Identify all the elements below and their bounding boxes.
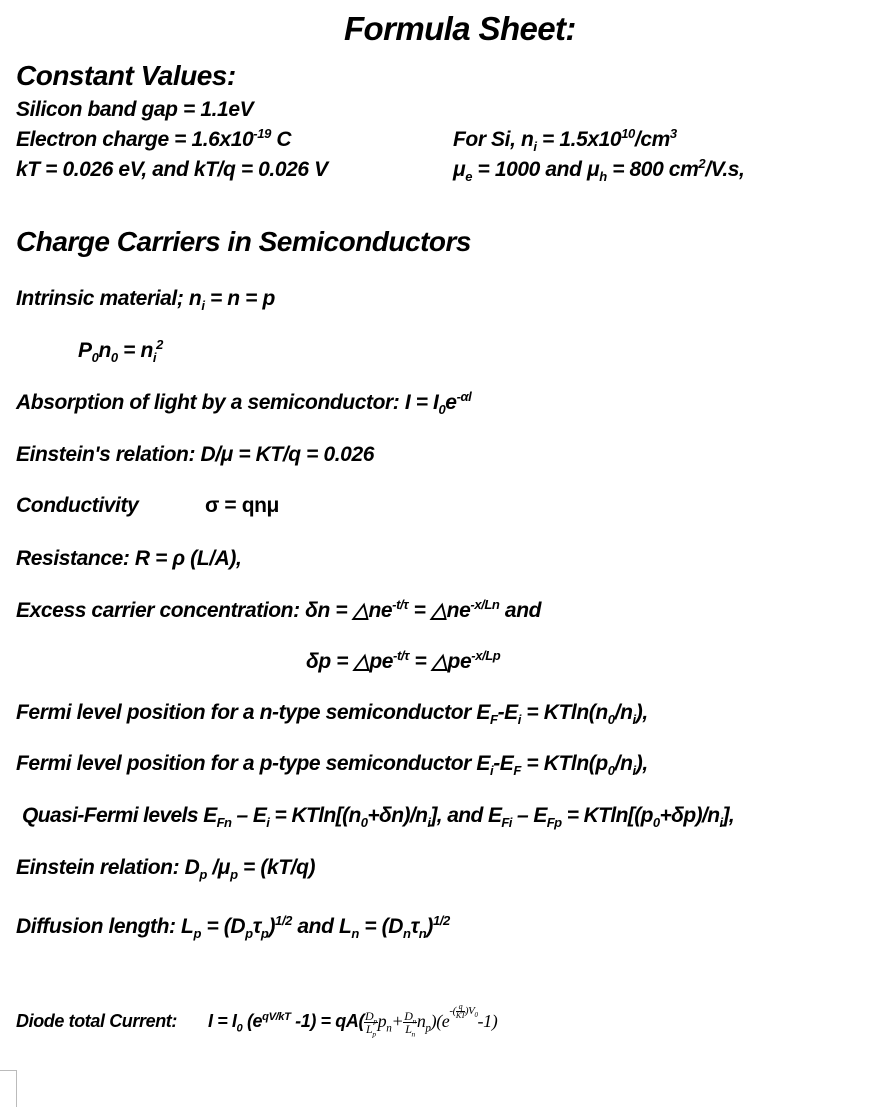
einstein-relation-line: Einstein relation: $D_p$ $/\mu_p = (kT/q)$ bbox=[16, 856, 316, 883]
fermi-n-line: Fermi level position for a n-type semiconductor $E_F-E_i = KTln(n_0/n_i)$, bbox=[16, 701, 648, 728]
diode-label: Diode total Current: bbox=[16, 1011, 177, 1031]
fermi-p-line: Fermi level position for a p-type semiconductor $E_i-E_F = KTln(p_0/n_i)$, bbox=[16, 752, 648, 779]
mass-action-line: $P_0n_0 = n_i^2$ bbox=[78, 337, 163, 366]
einstein-line: Einstein's relation: D/μ = KT/q = 0.026 bbox=[16, 443, 375, 466]
excess-hole-line: $\delta p = \triangle pe^{-t/\tau}$ = $\triangle pe^{-x/Lp}$ bbox=[306, 648, 501, 673]
kt-line: kT = 0.026 eV, and kT/q = 0.026 V bbox=[16, 158, 328, 181]
excess-carrier-line: Excess carrier concentration: $\delta n = \triangle ne^{-t/\tau}$ = $\triangle ne^{-x/Ln}$ and bbox=[16, 597, 542, 622]
page-title: Formula Sheet: bbox=[344, 10, 576, 47]
mobility-line: $\mu_e = 1000$ and $\mu_h = 800$ $cm^2/V.s$, bbox=[453, 156, 745, 185]
quasi-fermi-line: Quasi-Fermi levels $E_{Fn} - E_i = KTln[(n_0+\delta n)/n_i]$, and $E_{Fi} - E_{Fp} = KTln[(p_0+\delta p)/n_i]$, bbox=[22, 804, 735, 831]
diode-fraction-dp-lp: $\frac{D_p}{L_p}$ bbox=[365, 1008, 377, 1039]
diode-fraction-dn-ln: $\frac{D_n}{L_n}$ bbox=[404, 1008, 416, 1039]
conductivity-equation: σ = qnμ bbox=[205, 494, 280, 517]
absorption-line: Absorption of light by a semiconductor: $I = I_0e^{-\alpha l}$ bbox=[16, 389, 472, 418]
carriers-heading: Charge Carriers in Semiconductors bbox=[16, 226, 471, 257]
diode-equation: $I = I_0$ ($e^{qV/kT}$ -1) = qA( $\frac{D_p}{L_p}$ $p_n+$ $\frac{D_n}{L_n}$ $n_p)(e^{-( \frac{q}{KT} )V_0}-1)$ bbox=[208, 1001, 498, 1039]
conductivity-label: Conductivity bbox=[16, 494, 139, 517]
intrinsic-line: Intrinsic material; $n_i = n = p$ bbox=[16, 287, 275, 314]
electron-charge-line: Electron charge = $1.6x10^{-19}$ C bbox=[16, 126, 292, 151]
band-gap-line: Silicon band gap = 1.1eV bbox=[16, 98, 254, 121]
constants-heading: Constant Values: bbox=[16, 60, 236, 91]
ni-line: For Si, $n_i = 1.5x10^{10}/cm^3$ bbox=[453, 126, 677, 155]
diffusion-length-line: Diffusion length: $L_p = (D_p\tau_p)^{1/2}$ and $L_n = (D_n\tau_n)^{1/2}$ bbox=[16, 913, 450, 942]
diode-exponent: -( q KT )V0 bbox=[449, 1001, 478, 1020]
resistance-line: Resistance: R = ρ (L/A), bbox=[16, 547, 242, 570]
page-corner-frame bbox=[0, 1070, 17, 1107]
